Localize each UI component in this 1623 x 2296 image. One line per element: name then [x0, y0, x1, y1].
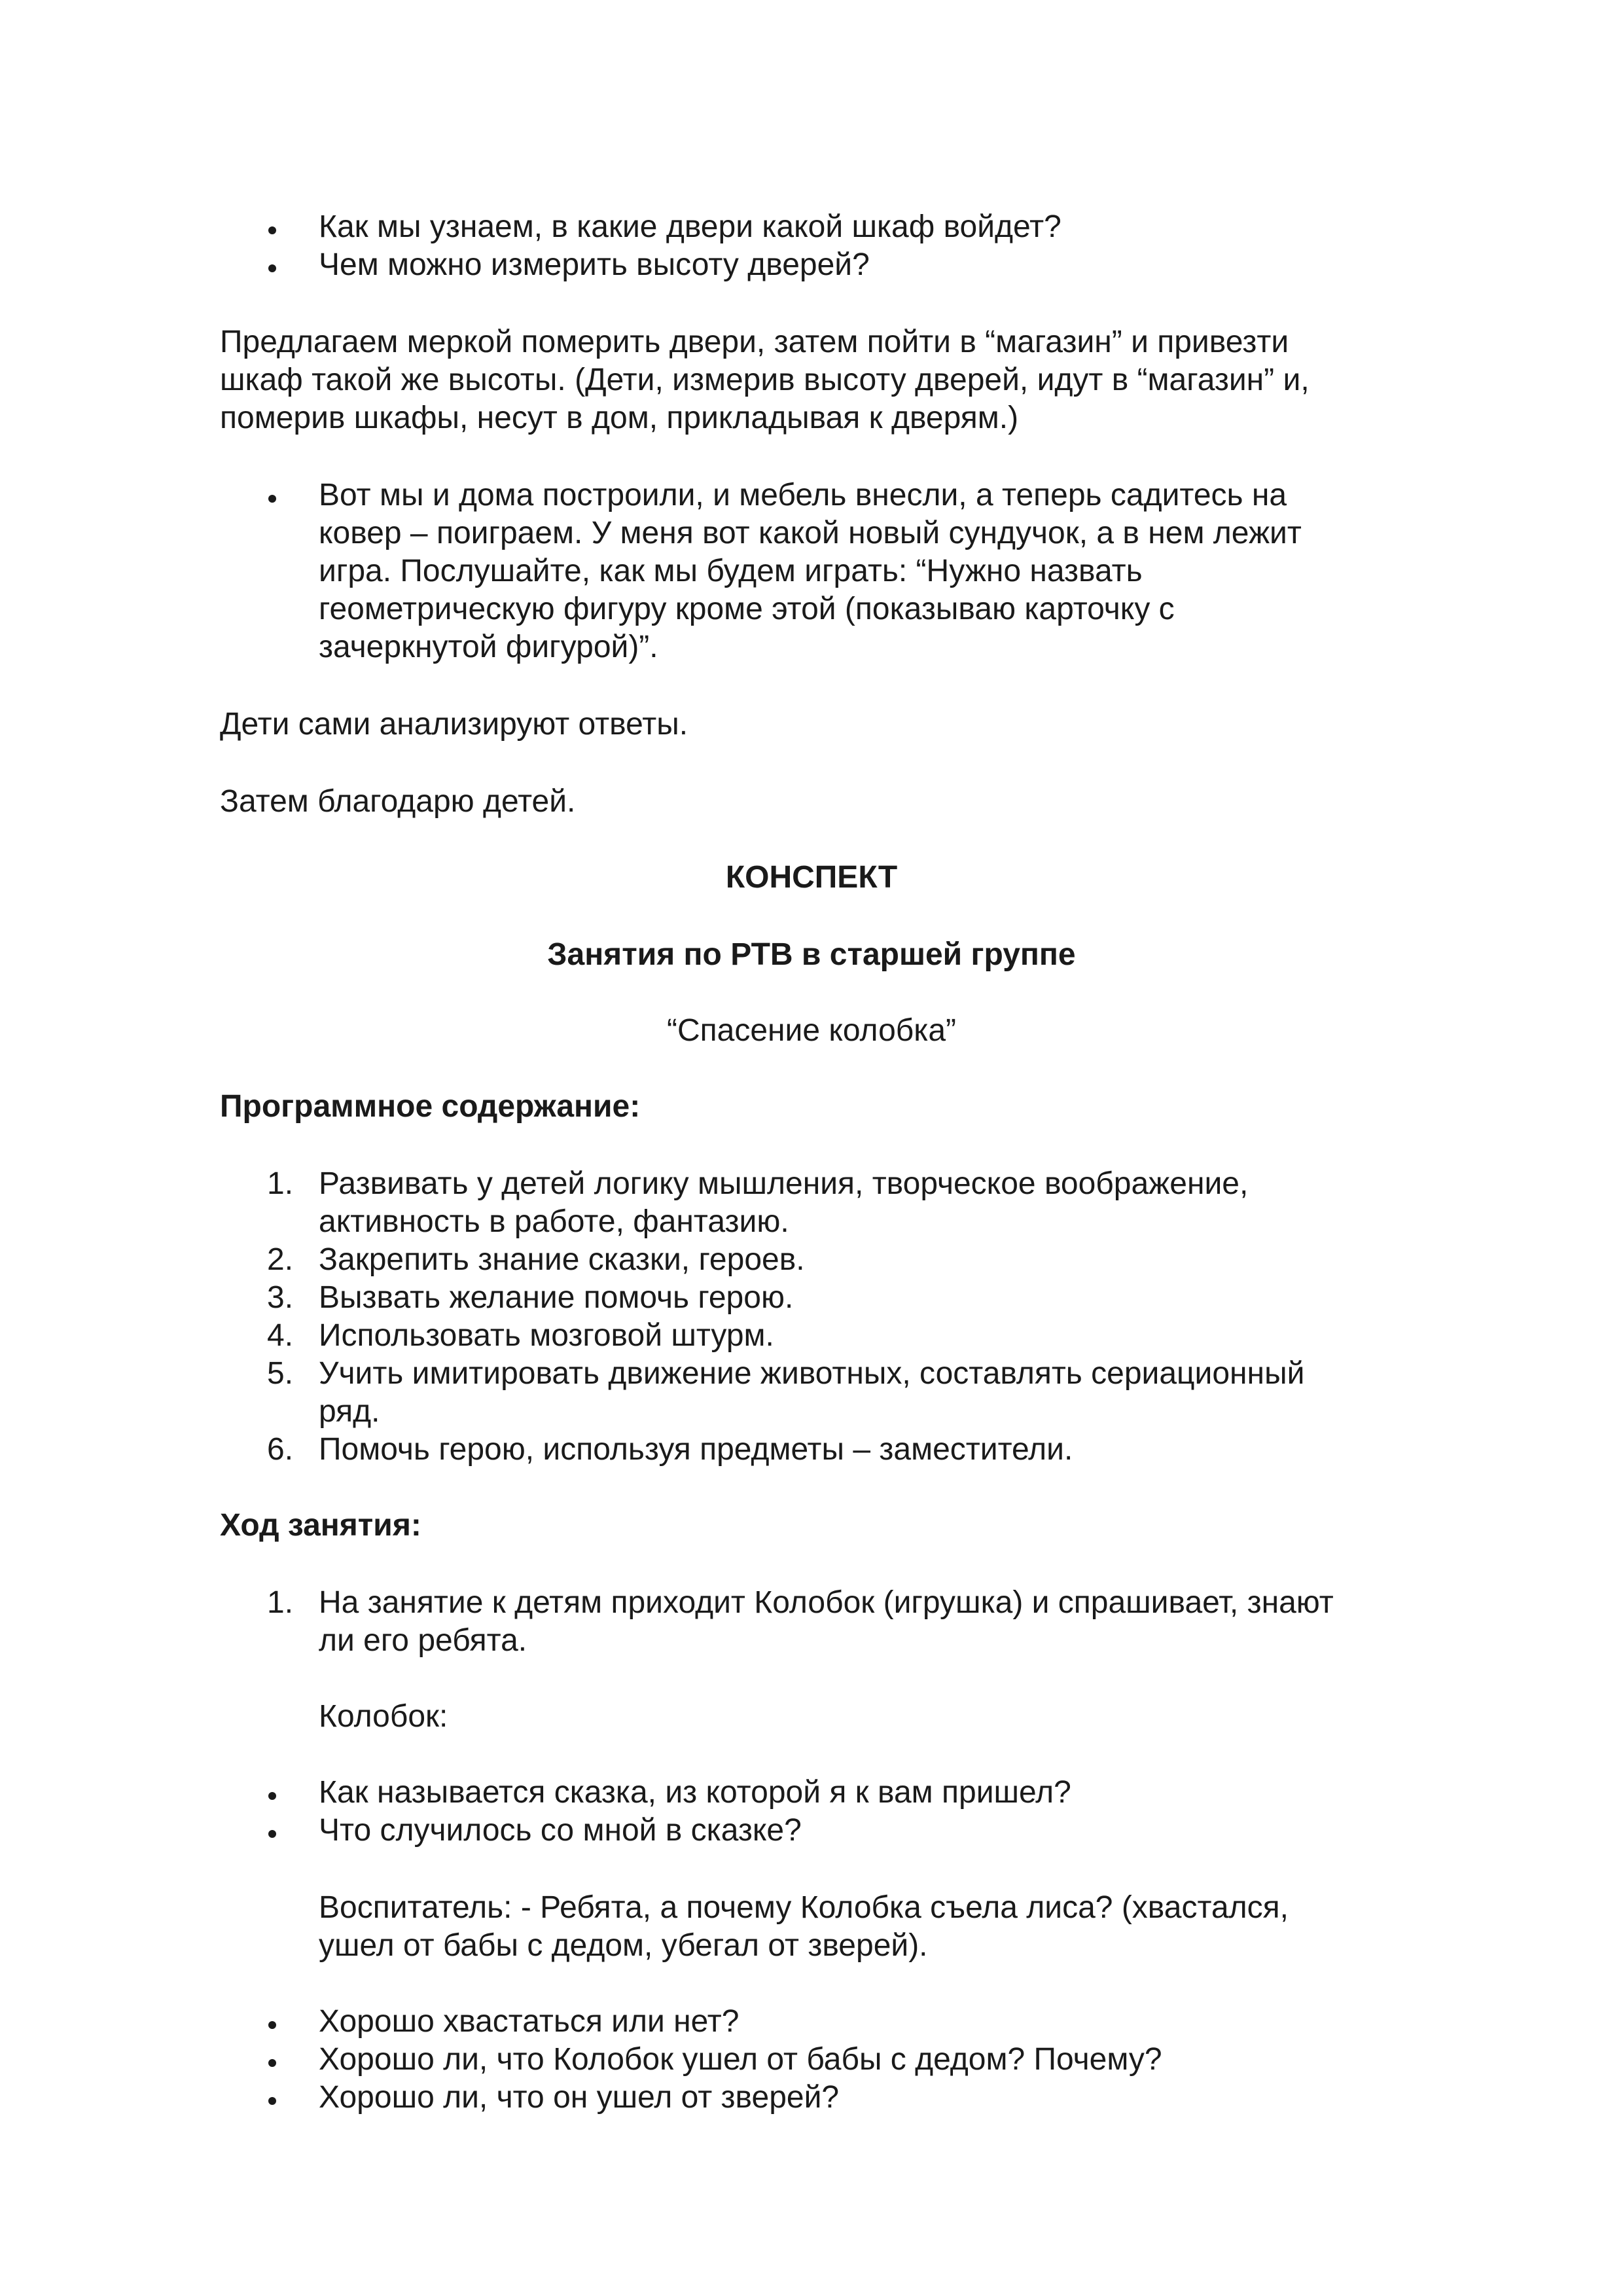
- list-number: 4.: [267, 1318, 294, 1353]
- paragraph-line: померив шкафы, несут в дом, прикладывая к дверям.): [220, 401, 1019, 435]
- teacher-line: ушел от бабы с дедом, убегал от зверей).: [319, 1928, 928, 1963]
- speaker-label: Колобок:: [319, 1699, 448, 1734]
- bullet-marker: [268, 2021, 276, 2029]
- paragraph-line: Предлагаем меркой померить двери, затем пойти в “магазин” и привезти: [220, 325, 1289, 359]
- list-item-text: активность в работе, фантазию.: [319, 1204, 789, 1239]
- list-number: 2.: [267, 1242, 294, 1277]
- list-item-text: Развивать у детей логику мышления, творческое воображение,: [319, 1166, 1249, 1201]
- bullet-marker: [268, 226, 276, 234]
- paragraph-line: Затем благодарю детей.: [220, 784, 576, 819]
- document-title: КОНСПЕКТ: [725, 860, 898, 895]
- bullet-text: Хорошо ли, что Колобок ушел от бабы с дедом? Почему?: [319, 2042, 1162, 2077]
- list-item-text: Закрепить знание сказки, героев.: [319, 1242, 805, 1277]
- list-item-text: Учить имитировать движение животных, составлять сериационный: [319, 1356, 1305, 1391]
- bullet-text: Вот мы и дома построили, и мебель внесли, а теперь садитесь на: [319, 478, 1287, 512]
- bullet-marker: [268, 2097, 276, 2105]
- bullet-marker: [268, 495, 276, 503]
- bullet-marker: [268, 1830, 276, 1838]
- bullet-text: Что случилось со мной в сказке?: [319, 1813, 802, 1848]
- list-number: 6.: [267, 1432, 294, 1467]
- bullet-marker: [268, 264, 276, 272]
- list-number: 1.: [267, 1166, 294, 1201]
- teacher-line: Воспитатель: - Ребята, а почему Колобка съела лиса? (хвастался,: [319, 1890, 1289, 1925]
- bullet-marker: [268, 1792, 276, 1800]
- bullet-text: Чем можно измерить высоту дверей?: [319, 247, 870, 282]
- paragraph-line: Дети сами анализируют ответы.: [220, 707, 688, 742]
- list-item-text: Использовать мозговой штурм.: [319, 1318, 774, 1353]
- bullet-text: игра. Послушайте, как мы будем играть: “Нужно назвать: [319, 554, 1143, 588]
- document-subtitle: Занятия по РТВ в старшей группе: [547, 937, 1076, 972]
- bullet-marker: [268, 2059, 276, 2067]
- list-item-text: ли его ребята.: [319, 1623, 527, 1658]
- section-heading: Программное содержание:: [220, 1089, 641, 1124]
- paragraph-line: шкаф такой же высоты. (Дети, измерив высоту дверей, идут в “магазин” и,: [220, 363, 1310, 397]
- bullet-text: Как мы узнаем, в какие двери какой шкаф войдет?: [319, 209, 1061, 244]
- list-item-text: ряд.: [319, 1394, 380, 1429]
- list-item-text: Помочь герою, используя предметы – заместители.: [319, 1432, 1073, 1467]
- bullet-text: зачеркнутой фигурой)”.: [319, 630, 658, 664]
- bullet-text: ковер – поиграем. У меня вот какой новый сундучок, а в нем лежит: [319, 516, 1302, 550]
- bullet-text: геометрическую фигуру кроме этой (показываю карточку с: [319, 592, 1175, 626]
- list-item-text: Вызвать желание помочь герою.: [319, 1280, 794, 1315]
- section-heading: Ход занятия:: [220, 1508, 421, 1543]
- list-number: 5.: [267, 1356, 294, 1391]
- bullet-text: Как называется сказка, из которой я к вам пришел?: [319, 1775, 1071, 1810]
- bullet-text: Хорошо ли, что он ушел от зверей?: [319, 2080, 840, 2115]
- list-item-text: На занятие к детям приходит Колобок (игрушка) и спрашивает, знают: [319, 1585, 1334, 1620]
- list-number: 3.: [267, 1280, 294, 1315]
- list-number: 1.: [267, 1585, 294, 1620]
- lesson-name: “Спасение колобка”: [666, 1013, 957, 1048]
- bullet-text: Хорошо хвастаться или нет?: [319, 2004, 740, 2039]
